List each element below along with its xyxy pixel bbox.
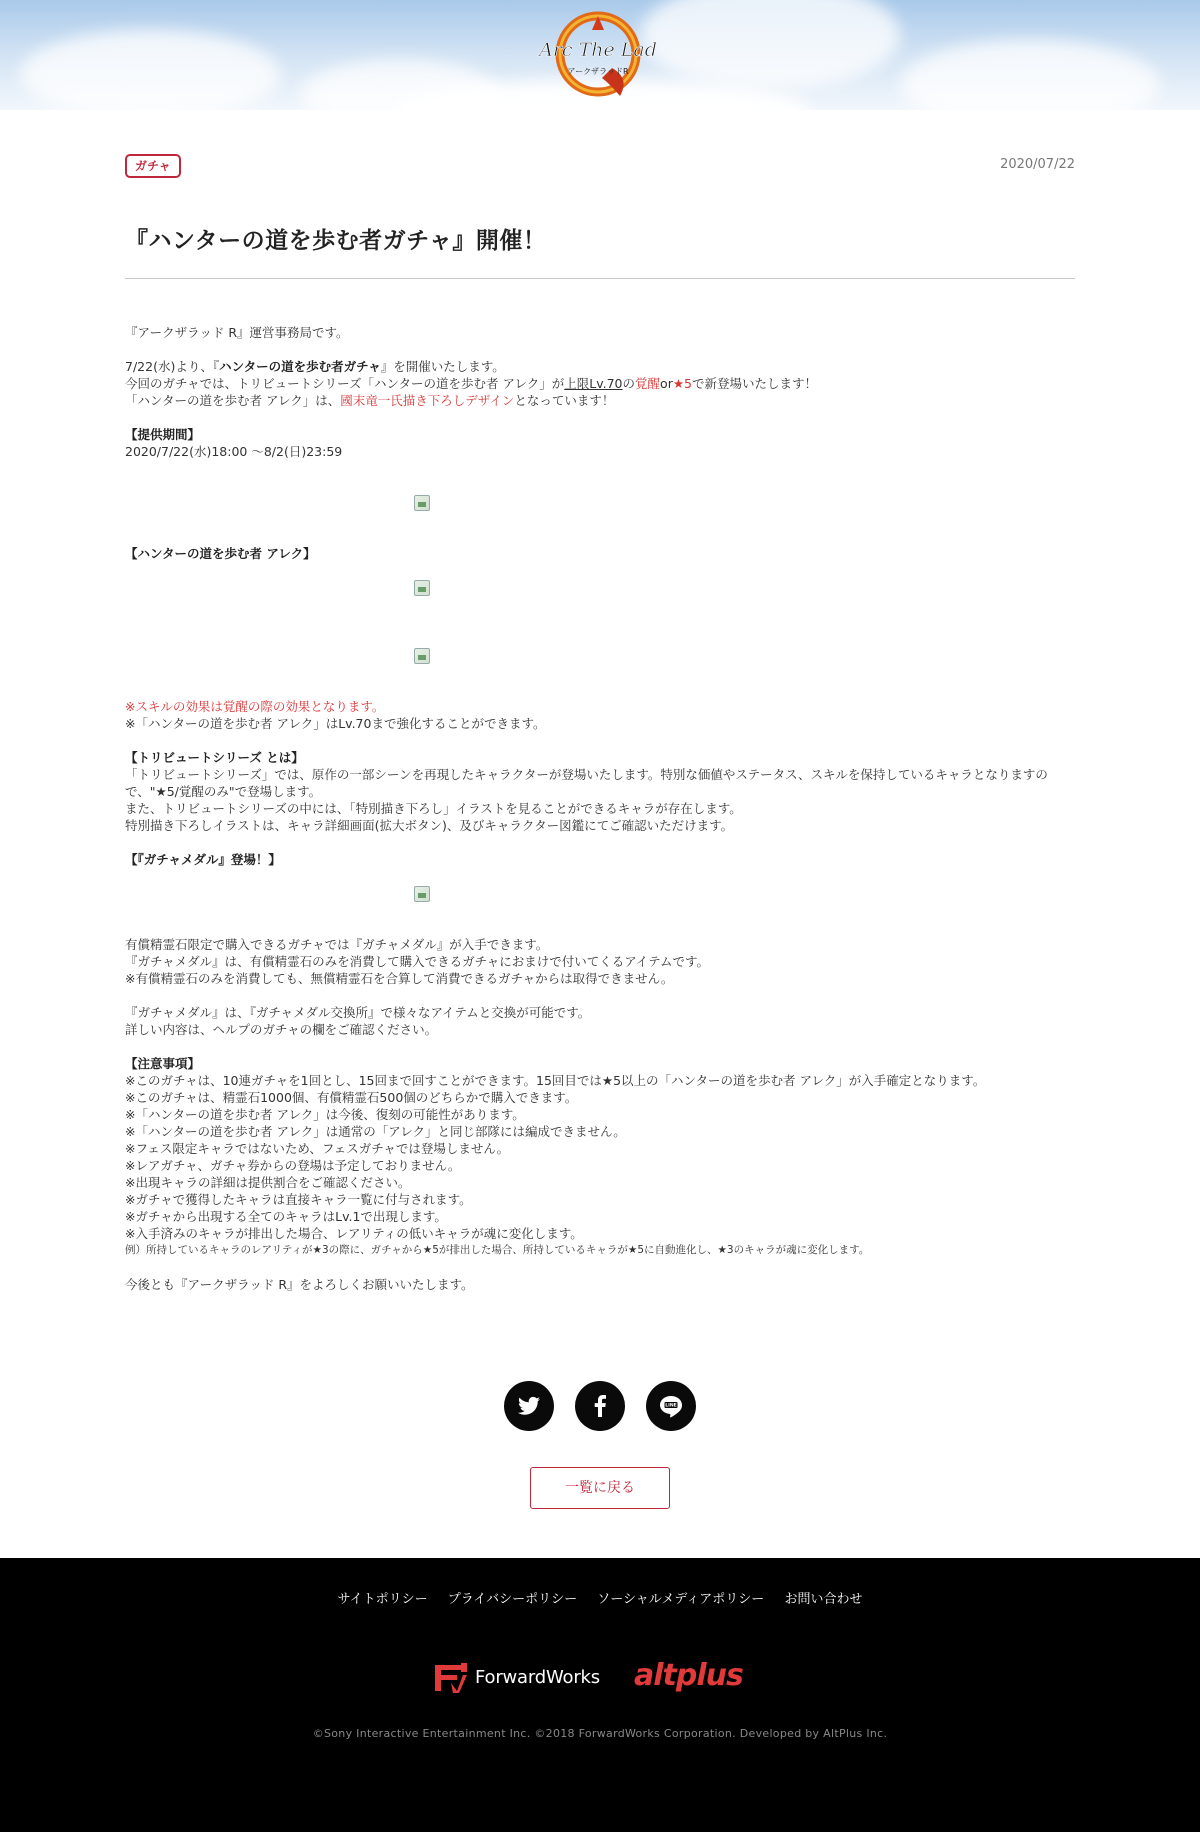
period-text: 2020/7/22(水)18:00 〜8/2(日)23:59 [125, 444, 343, 459]
share-buttons [504, 1381, 696, 1431]
design-line: 「ハンターの道を歩む者 アレク」は、國末竜一氏描き下ろしデザインとなっています！ [125, 393, 615, 408]
facebook-icon [594, 1395, 606, 1417]
svg-text:アークザラッドR: アークザラッドR [567, 67, 629, 76]
forwardworks-logo[interactable] [433, 1660, 600, 1694]
line-share-button[interactable] [646, 1381, 696, 1431]
footer-nav [0, 1588, 1200, 1607]
article-date: 2020/07/22 [1000, 157, 1075, 172]
article-body [125, 324, 1075, 1293]
category-tag[interactable]: ガチャ [125, 154, 181, 178]
arc-the-lad-logo[interactable] [539, 8, 657, 100]
article-meta [125, 154, 1075, 178]
level-cap-link[interactable]: 上限Lv.70 [564, 376, 623, 391]
forwardworks-text: ForwardWorks [475, 1666, 600, 1688]
forwardworks-mark-icon [433, 1661, 469, 1693]
announcement-line: 7/22(水)より、『ハンターの道を歩む者ガチャ』を開催いたします。 [125, 359, 505, 374]
intro-text: 『アークザラッド R』運営事務局です。 [125, 325, 349, 340]
tribute-line: 「トリビュートシリーズ」では、原作の一部シーンを再現したキャラクターが登場いたします。特別な価値やステータス、スキルを保持しているキャラとなりますの [125, 767, 1048, 782]
level-note: ※「ハンターの道を歩む者 アレク」はLv.70まで強化することができます。 [125, 716, 546, 731]
banner-image [125, 494, 1075, 511]
footer-link-social-media-policy[interactable]: ソーシャルメディアポリシー [597, 1592, 765, 1607]
twitter-icon [518, 1396, 540, 1416]
title-divider [125, 278, 1075, 279]
tribute-line: 特別描き下ろしイラストは、キャラ詳細画面(拡大ボタン)、及びキャラクター図鑑にてご確認いただけます。 [125, 818, 734, 833]
note-item: ※「ハンターの道を歩む者 アレク」は通常の「アレク」と同じ部隊には編成できません。 [125, 1124, 626, 1139]
notes-heading: 【注意事項】 [125, 1056, 201, 1071]
facebook-share-button[interactable] [575, 1381, 625, 1431]
note-item: ※このガチャは、精霊石1000個、有償精霊石500個のどちらかで購入できます。 [125, 1090, 578, 1105]
tribute-line: で、"★5/覚醒のみ"で登場します。 [125, 784, 322, 799]
note-item: ※「ハンターの道を歩む者 アレク」は今後、復刻の可能性があります。 [125, 1107, 525, 1122]
medal-image [125, 885, 1075, 902]
footer-link-privacy-policy[interactable]: プライバシーポリシー [447, 1592, 578, 1607]
tribute-line: また、トリビュートシリーズの中には、「特別描き下ろし」イラストを見ることができるキャラが存在します。 [125, 801, 742, 816]
twitter-share-button[interactable] [504, 1381, 554, 1431]
character-image [125, 579, 1075, 596]
note-item: ※ガチャから出現する全てのキャラはLv.1で出現します。 [125, 1209, 447, 1224]
period-heading: 【提供期間】 [125, 427, 201, 442]
back-to-list-button[interactable]: 一覧に戻る [530, 1467, 670, 1509]
medal-line: ※有償精霊石のみを消費しても、無償精霊石を合算して消費できるガチャからは取得できません。 [125, 971, 674, 986]
note-item: ※ガチャで獲得したキャラは直接キャラ一覧に付与されます。 [125, 1192, 472, 1207]
header-banner [0, 0, 1200, 110]
svg-text:Arc The Lad: Arc The Lad [539, 39, 657, 61]
exchange-line: 詳しい内容は、ヘルプのガチャの欄をご確認ください。 [125, 1022, 438, 1037]
tribute-heading: 【トリビュートシリーズ とは】 [125, 750, 304, 765]
exchange-line: 『ガチャメダル』は、『ガチャメダル交換所』で様々なアイテムと交換が可能です。 [125, 1005, 591, 1020]
closing-text: 今後とも『アークザラッド R』をよろしくお願いいたします。 [125, 1277, 474, 1292]
note-item: ※レアガチャ、ガチャ券からの登場は予定しておりません。 [125, 1158, 461, 1173]
copyright-text: ©Sony Interactive Entertainment Inc. ©2018 ForwardWorks Corporation. Developed by AltPlus Inc. [312, 1727, 888, 1740]
note-item: ※出現キャラの詳細は提供割合をご確認ください。 [125, 1175, 411, 1190]
medal-line: 有償精霊石限定で購入できるガチャでは『ガチャメダル』が入手できます。 [125, 937, 549, 952]
note-item: ※フェス限定キャラではないため、フェスガチャでは登場しません。 [125, 1141, 510, 1156]
feature-line: 今回のガチャでは、トリビュートシリーズ「ハンターの道を歩む者 アレク」が上限Lv.70の覚醒or★5で新登場いたします！ [125, 376, 818, 391]
example-note: 例）所持しているキャラのレアリティが★3の際に、ガチャから★5が排出した場合、所持しているキャラが★5に自動進化し、★3のキャラが魂に変化します。 [125, 1244, 870, 1256]
line-icon [660, 1396, 682, 1416]
medal-line: 『ガチャメダル』は、有償精霊石のみを消費して購入できるガチャにおまけで付いてくるアイテムです。 [125, 954, 710, 969]
skill-image [125, 647, 1075, 664]
svg-text:LINE: LINE [665, 1403, 677, 1409]
note-item: ※入手済みのキャラが排出した場合、レアリティの低いキャラが魂に変化します。 [125, 1226, 583, 1241]
medal-heading: 【『ガチャメダル』登場！】 [125, 852, 281, 867]
note-item: ※このガチャは、10連ガチャを1回とし、15回まで回すことができます。15回目では★5以上の「ハンターの道を歩む者 アレク」が入手確定となります。 [125, 1073, 986, 1088]
footer-link-contact[interactable]: お問い合わせ [784, 1592, 863, 1607]
character-heading: 【ハンターの道を歩む者 アレク】 [125, 546, 316, 561]
altplus-logo[interactable]: altplus [634, 1658, 743, 1693]
skill-note: ※スキルの効果は覚醒の際の効果となります。 [125, 699, 385, 714]
article-title: 『ハンターの道を歩む者ガチャ』開催！ [125, 228, 547, 254]
footer-link-site-policy[interactable]: サイトポリシー [337, 1592, 428, 1607]
